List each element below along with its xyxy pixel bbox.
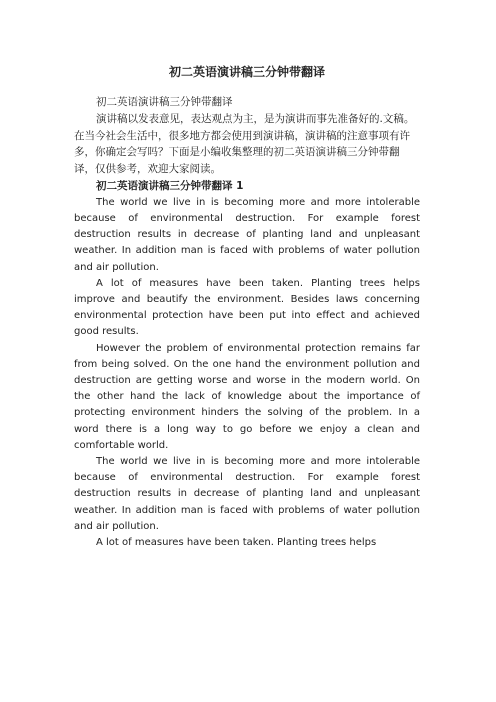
body-paragraph: A lot of measures have been taken. Planting trees helps improve and beautify the environment. Besides laws concerning environmental protection have been put into effect and achieved good results. [74, 277, 420, 338]
body-paragraph: The world we live in is becoming more and more intolerable because of environmental destruction. For example forest destruction results in decrease of planting land and unpleasant weather. In addition man is faced with problems of water pollution and air pollution. [74, 456, 420, 532]
document-title: 初二英语演讲稿三分钟带翻译 [168, 65, 325, 79]
subtitle: 初二英语演讲稿三分钟带翻译 [96, 96, 233, 108]
section-heading: 初二英语演讲稿三分钟带翻译 1 [96, 179, 244, 192]
intro-paragraph: 演讲稿以发表意见，表达观点为主，是为演讲而事先准备好的.文稿。在当今社会生活中，很多地方都会使用到演讲稿，演讲稿的注意事项有许多，你确定会写吗？下面是小编收集整理的初二英语演讲稿三分钟带翻译，仅供参考，欢迎大家阅读。 [74, 112, 415, 176]
body-paragraph: A lot of measures have been taken. Planting trees helps [96, 537, 377, 549]
body-paragraph: The world we live in is becoming more and more intolerable because of environmental destruction. For example forest destruction results in decrease of planting land and unpleasant weather. In addition man is faced with problems of water pollution and air pollution. [74, 196, 420, 273]
body-paragraph: However the problem of environmental protection remains far from being solved. On the one hand the environment pollution and destruction are getting worse and worse in the modern world. On the other hand the lack of knowledge about the importance of protecting environment hinders the solving of the problem. In a word there is a long way to go before we enjoy a clean and comfortable world. [74, 342, 420, 451]
document-body [74, 94, 420, 551]
